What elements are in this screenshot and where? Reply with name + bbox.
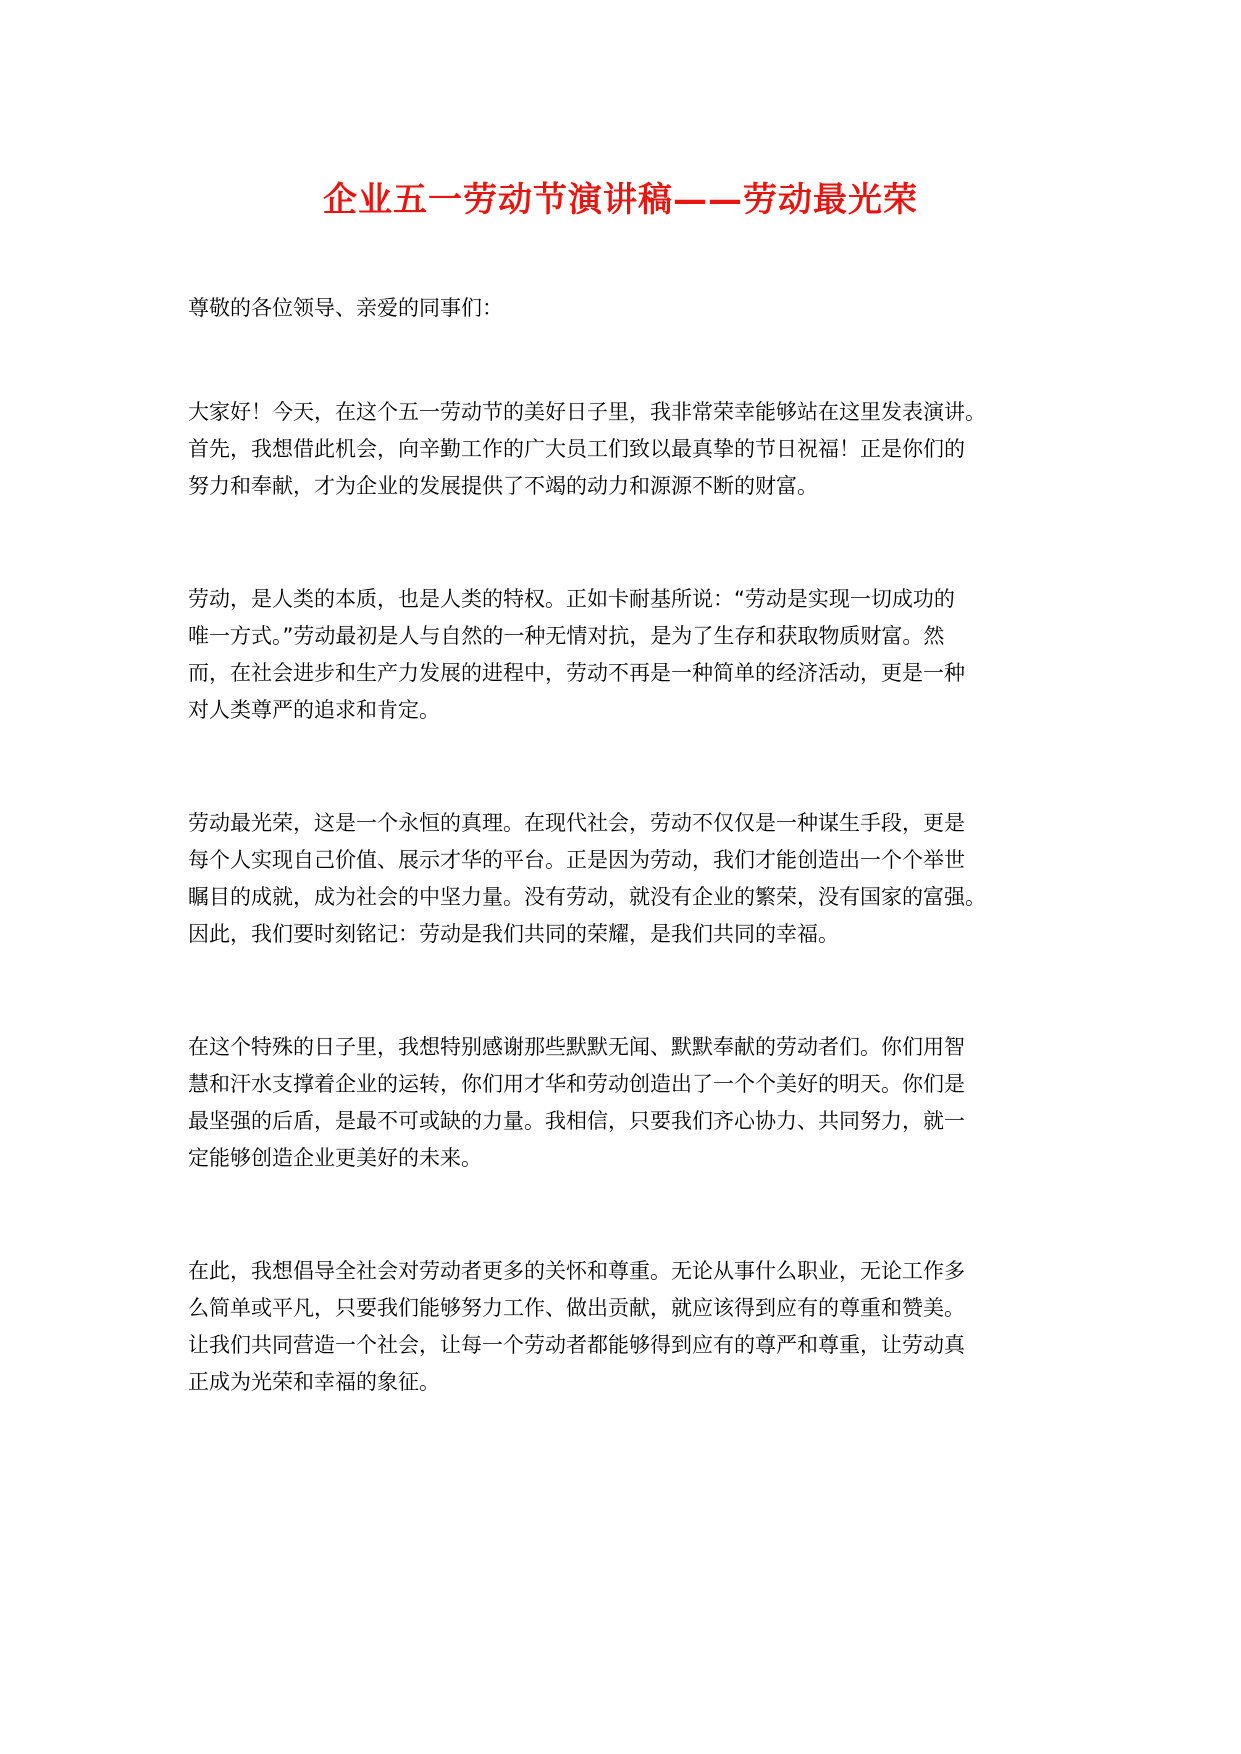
paragraph-line: 大家好！今天，在这个五一劳动节的美好日子里，我非常荣幸能够站在这里发表演讲。 — [188, 400, 986, 424]
paragraph-line: 因此，我们要时刻铭记：劳动是我们共同的荣耀，是我们共同的幸福。 — [188, 922, 839, 946]
paragraph-line: 么简单或平凡，只要我们能够努力工作、做出贡献，就应该得到应有的尊重和赞美。 — [188, 1296, 965, 1320]
paragraph-line: 让我们共同营造一个社会，让每一个劳动者都能够得到应有的尊严和尊重，让劳动真 — [188, 1333, 965, 1357]
paragraph-line: 首先，我想借此机会，向辛勤工作的广大员工们致以最真挚的节日祝福！正是你们的 — [188, 437, 965, 461]
paragraph-line: 劳动，是人类的本质，也是人类的特权。正如卡耐基所说：“劳动是实现一切成功的 — [188, 587, 955, 611]
paragraph-line: 每个人实现自己价值、展示才华的平台。正是因为劳动，我们才能创造出一个个举世 — [188, 848, 965, 872]
document-body — [188, 290, 1068, 1477]
paragraph-5 — [188, 1253, 1068, 1401]
page-title: 企业五一劳动节演讲稿——劳动最光荣 — [323, 180, 918, 220]
paragraph-line: 劳动最光荣，这是一个永恒的真理。在现代社会，劳动不仅仅是一种谋生手段，更是 — [188, 811, 965, 835]
paragraph-4 — [188, 1029, 1068, 1177]
paragraph-line: 对人类尊严的追求和肯定。 — [188, 698, 440, 722]
paragraph-line: 努力和奉献，才为企业的发展提供了不竭的动力和源源不断的财富。 — [188, 474, 818, 498]
paragraph-3 — [188, 805, 1068, 953]
paragraph-line: 而，在社会进步和生产力发展的进程中，劳动不再是一种简单的经济活动，更是一种 — [188, 661, 965, 685]
paragraph-line: 正成为光荣和幸福的象征。 — [188, 1370, 440, 1394]
paragraph-line: 在这个特殊的日子里，我想特别感谢那些默默无闻、默默奉献的劳动者们。你们用智 — [188, 1035, 965, 1059]
paragraph-line: 唯一方式。”劳动最初是人与自然的一种无情对抗，是为了生存和获取物质财富。然 — [188, 624, 945, 648]
paragraph-2 — [188, 581, 1068, 729]
paragraph-line: 在此，我想倡导全社会对劳动者更多的关怀和尊重。无论从事什么职业，无论工作多 — [188, 1259, 965, 1283]
paragraph-line: 慧和汗水支撑着企业的运转，你们用才华和劳动创造出了一个个美好的明天。你们是 — [188, 1072, 965, 1096]
paragraph-1 — [188, 394, 1068, 505]
greeting-line: 尊敬的各位领导、亲爱的同事们： — [188, 296, 503, 320]
paragraph-line: 最坚强的后盾，是最不可或缺的力量。我相信，只要我们齐心协力、共同努力，就一 — [188, 1109, 965, 1133]
paragraph-line: 瞩目的成就，成为社会的中坚力量。没有劳动，就没有企业的繁荣，没有国家的富强。 — [188, 885, 986, 909]
paragraph-line: 定能够创造企业更美好的未来。 — [188, 1146, 482, 1170]
